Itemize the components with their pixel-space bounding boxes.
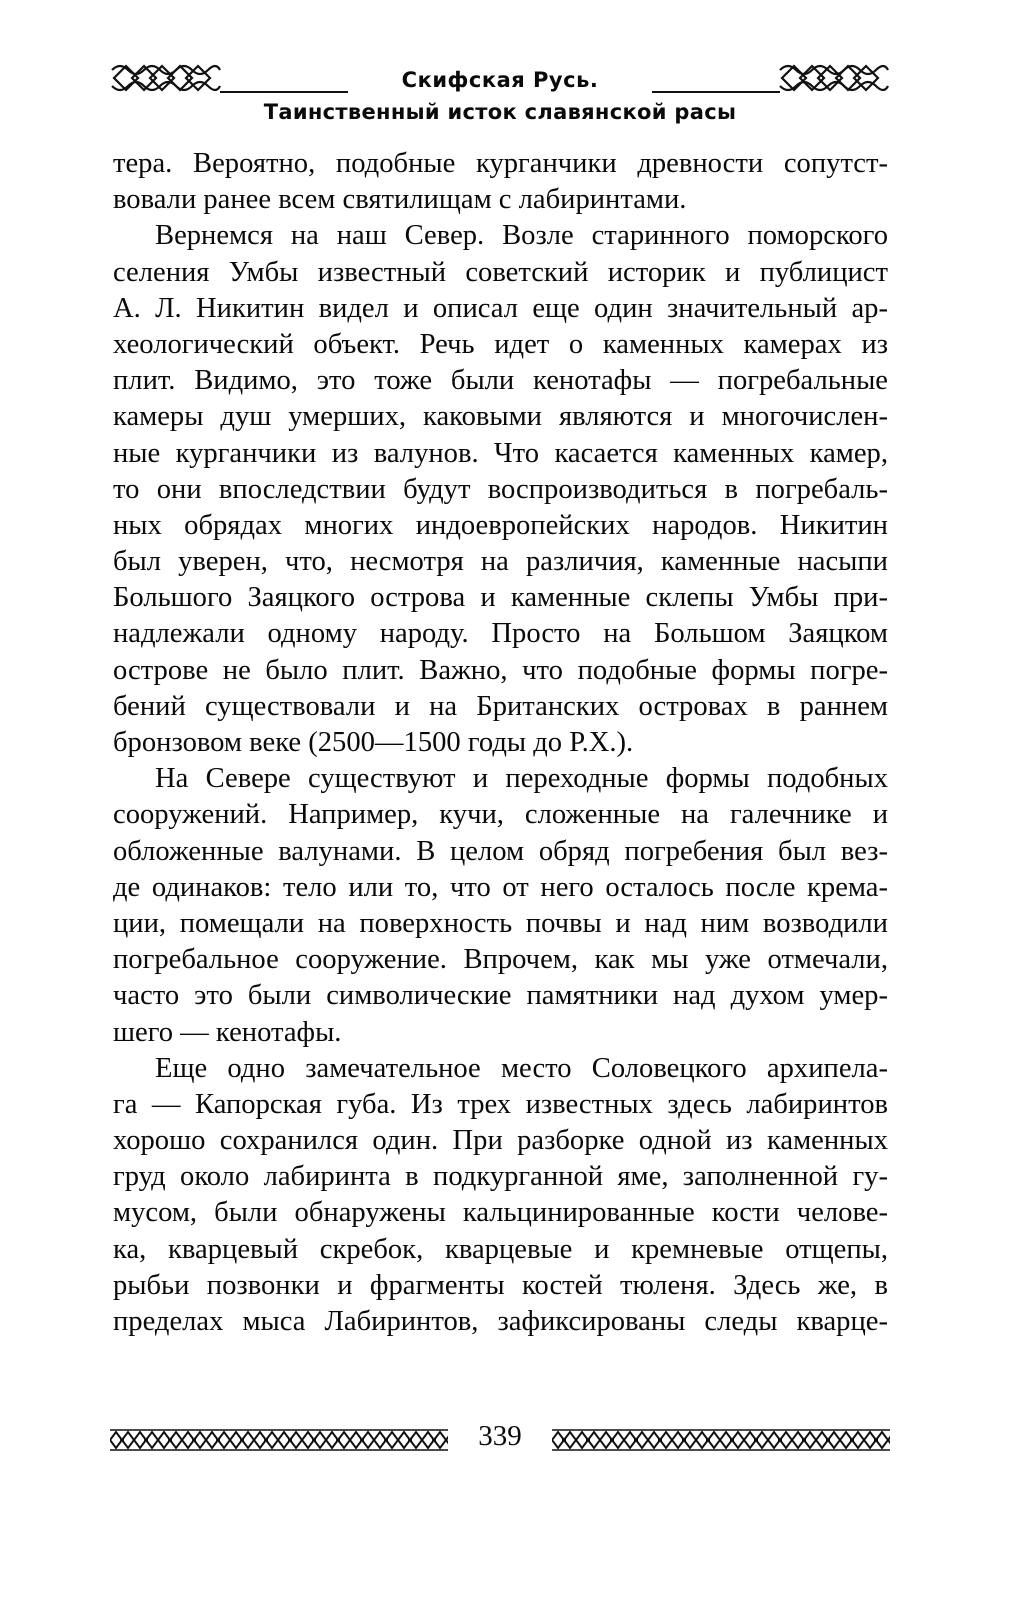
text-line: де одинаков: тело или то, что от него осталось после крема- [113,871,888,903]
text-line: плит. Видимо, это тоже были кенотафы — погребальные [113,365,888,397]
text-line: надлежали одному народу. Просто на Большом Заяцком [113,618,888,650]
text-line: сооружений. Например, кучи, сложенные на галечнике и [113,799,888,831]
text-line: селения Умбы известный советский историк и публицист [113,256,888,288]
text-line: обложенные валунами. В целом обряд погребения был вез- [113,835,888,867]
text-line: ных обрядах многих индоевропейских народов. Никитин [113,509,888,541]
text-line: шего — кенотафы. [113,1016,342,1048]
text-line: ные курганчики из валунов. Что касается каменных камер, [113,437,888,469]
text-line: часто это были символические памятники над духом умер- [113,980,888,1012]
running-header [110,58,890,128]
text-line: погребальное сооружение. Впрочем, как мы уже отмечали, [113,944,888,976]
page-number: 339 [478,1420,522,1452]
text-line: ка, кварцевый скребок, кварцевые и кремневые отщепы, [113,1233,888,1265]
text-line: Еще одно замечательное место Соловецкого архипела- [155,1052,888,1084]
text-line: ции, помещали на поверхность почвы и над ним возводили [113,907,888,939]
text-line: Вернемся на наш Север. Возле старинного поморского [155,220,888,252]
text-line: га — Капорская губа. Из трех известных здесь лабиринтов [113,1088,888,1120]
page-footer [110,1420,890,1460]
text-line: острове не было плит. Важно, что подобные формы погре- [113,654,888,686]
header-subtitle: Таинственный исток славянской расы [263,100,737,124]
text-line: камеры душ умерших, каковыми являются и многочислен- [113,401,888,433]
text-line: то они впоследствии будут воспроизводиться в погребаль- [113,473,888,505]
text-line: А. Л. Никитин видел и описал еще один значительный ар- [113,292,888,324]
braided-knot-ornament-icon [778,60,890,96]
text-line: тера. Вероятно, подобные курганчики древности сопутст- [113,148,888,179]
text-line: бронзовом веке (2500—1500 годы до Р.Х.). [113,727,634,758]
text-line: хорошо сохранился один. При разборке одной из каменных [113,1125,888,1157]
text-line: пределах мыса Лабиринтов, зафиксированы следы кварце- [113,1306,888,1337]
text-line: рыбьи позвонки и фрагменты костей тюленя. Здесь же, в [113,1269,888,1301]
text-line: мусом, были обнаружены кальцинированные кости челове- [113,1197,888,1229]
page-body-text [113,146,888,1340]
header-rule-right [652,91,780,93]
text-line: бений существовали и на Британских островах в раннем [113,690,888,722]
header-title: Скифская Русь. [401,68,599,92]
text-line: хеологический объект. Речь идет о каменных камерах из [113,328,888,360]
text-line: вовали ранее всем святилищам с лабиринтами. [113,184,687,216]
text-line: был уверен, что, несмотря на различия, каменные насыпи [113,546,888,578]
text-line: Большого Заяцкого острова и каменные склепы Умбы при- [113,582,888,614]
braided-band-ornament-icon [552,1428,890,1452]
text-line: груд около лабиринта в подкурганной яме, заполненной гу- [113,1161,888,1193]
text-line: На Севере существуют и переходные формы подобных [155,763,888,795]
